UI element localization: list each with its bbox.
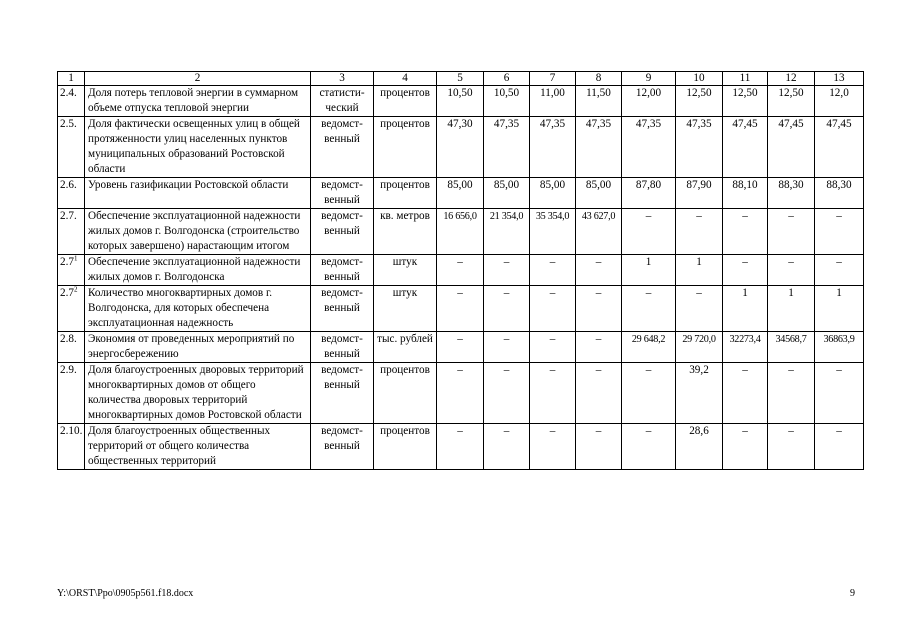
unit: штук bbox=[374, 286, 437, 332]
value-cell: 11,50 bbox=[576, 86, 622, 117]
header-cell: 12 bbox=[768, 72, 815, 86]
row-number-text: 2.4. bbox=[60, 87, 77, 99]
value-cell: – bbox=[768, 255, 815, 286]
row-number-text: 2.7. bbox=[60, 210, 77, 222]
value-cell: – bbox=[622, 424, 676, 470]
data-source: статисти-ческий bbox=[311, 86, 374, 117]
value-cell: 47,35 bbox=[676, 117, 723, 178]
value-cell: 47,45 bbox=[815, 117, 864, 178]
value-cell: – bbox=[576, 255, 622, 286]
row-number bbox=[58, 178, 85, 209]
value-cell: 29 648,2 bbox=[622, 332, 676, 363]
value-cell: – bbox=[815, 424, 864, 470]
value-cell: – bbox=[437, 255, 484, 286]
value-cell: – bbox=[530, 424, 576, 470]
indicators-table bbox=[57, 71, 864, 470]
value-cell: 1 bbox=[723, 286, 768, 332]
value-cell: 85,00 bbox=[576, 178, 622, 209]
value-cell: – bbox=[622, 363, 676, 424]
value-cell: 1 bbox=[815, 286, 864, 332]
value-cell: – bbox=[723, 424, 768, 470]
value-cell: 16 656,0 bbox=[437, 209, 484, 255]
value-cell: – bbox=[437, 286, 484, 332]
value-cell: 47,35 bbox=[484, 117, 530, 178]
indicator-name: Количество многоквартирных домов г. Волгодонска, для которых обеспечена эксплуатационная надежность bbox=[85, 286, 311, 332]
value-cell: – bbox=[815, 363, 864, 424]
value-cell: 35 354,0 bbox=[530, 209, 576, 255]
table-row bbox=[58, 117, 864, 178]
value-cell: – bbox=[815, 209, 864, 255]
value-cell: 34568,7 bbox=[768, 332, 815, 363]
indicator-name: Доля благоустроенных дворовых территорий многоквартирных домов от общего количества дворовых территорий многоквартирных домов Ростовской области bbox=[85, 363, 311, 424]
value-cell: 85,00 bbox=[437, 178, 484, 209]
row-number bbox=[58, 286, 85, 332]
data-source: ведомст-венный bbox=[311, 178, 374, 209]
value-cell: 47,30 bbox=[437, 117, 484, 178]
table-row bbox=[58, 424, 864, 470]
unit: процентов bbox=[374, 424, 437, 470]
table-row bbox=[58, 286, 864, 332]
row-number-superscript: 2 bbox=[73, 285, 78, 294]
header-cell: 13 bbox=[815, 72, 864, 86]
value-cell: – bbox=[576, 286, 622, 332]
value-cell: 29 720,0 bbox=[676, 332, 723, 363]
value-cell: – bbox=[530, 363, 576, 424]
value-cell: 47,45 bbox=[723, 117, 768, 178]
value-cell: 12,50 bbox=[676, 86, 723, 117]
row-number-text: 2.7 bbox=[60, 256, 74, 268]
value-cell: – bbox=[484, 286, 530, 332]
header-cell: 10 bbox=[676, 72, 723, 86]
data-source: ведомст-венный bbox=[311, 117, 374, 178]
value-cell: 88,30 bbox=[768, 178, 815, 209]
file-path: Y:\ORST\Ppo\0905p561.f18.docx bbox=[57, 588, 194, 599]
row-number bbox=[58, 363, 85, 424]
header-row bbox=[58, 72, 864, 86]
value-cell: – bbox=[530, 255, 576, 286]
unit: процентов bbox=[374, 117, 437, 178]
value-cell: – bbox=[622, 209, 676, 255]
header-cell: 4 bbox=[374, 72, 437, 86]
value-cell: – bbox=[815, 255, 864, 286]
value-cell: 47,35 bbox=[530, 117, 576, 178]
data-source: ведомст-венный bbox=[311, 286, 374, 332]
value-cell: – bbox=[723, 255, 768, 286]
header-cell: 3 bbox=[311, 72, 374, 86]
value-cell: 12,50 bbox=[723, 86, 768, 117]
row-number bbox=[58, 117, 85, 178]
value-cell: – bbox=[484, 363, 530, 424]
row-number-superscript: 1 bbox=[73, 254, 78, 263]
unit: кв. метров bbox=[374, 209, 437, 255]
data-source: ведомст-венный bbox=[311, 255, 374, 286]
indicator-name: Экономия от проведенных мероприятий по энергосбережению bbox=[85, 332, 311, 363]
value-cell: – bbox=[437, 363, 484, 424]
value-cell: 1 bbox=[676, 255, 723, 286]
value-cell: – bbox=[530, 332, 576, 363]
value-cell: – bbox=[768, 209, 815, 255]
value-cell: – bbox=[576, 424, 622, 470]
value-cell: 85,00 bbox=[484, 178, 530, 209]
value-cell: 21 354,0 bbox=[484, 209, 530, 255]
header-cell: 5 bbox=[437, 72, 484, 86]
indicator-name: Доля благоустроенных общественных территорий от общего количества общественных территорий bbox=[85, 424, 311, 470]
value-cell: – bbox=[723, 363, 768, 424]
value-cell: 47,45 bbox=[768, 117, 815, 178]
value-cell: – bbox=[576, 332, 622, 363]
value-cell: 39,2 bbox=[676, 363, 723, 424]
row-number bbox=[58, 424, 85, 470]
unit: процентов bbox=[374, 86, 437, 117]
table-row bbox=[58, 178, 864, 209]
value-cell: 47,35 bbox=[622, 117, 676, 178]
table-row bbox=[58, 363, 864, 424]
value-cell: 10,50 bbox=[437, 86, 484, 117]
value-cell: 12,00 bbox=[622, 86, 676, 117]
value-cell: – bbox=[768, 363, 815, 424]
value-cell: 1 bbox=[622, 255, 676, 286]
value-cell: 85,00 bbox=[530, 178, 576, 209]
row-number-text: 2.7 bbox=[60, 287, 74, 299]
indicator-name: Обеспечение эксплуатационной надежности жилых домов г. Волгодонска bbox=[85, 255, 311, 286]
value-cell: – bbox=[768, 424, 815, 470]
unit: процентов bbox=[374, 178, 437, 209]
value-cell: 36863,9 bbox=[815, 332, 864, 363]
value-cell: – bbox=[437, 332, 484, 363]
value-cell: 11,00 bbox=[530, 86, 576, 117]
header-cell: 7 bbox=[530, 72, 576, 86]
header-cell: 6 bbox=[484, 72, 530, 86]
value-cell: – bbox=[484, 255, 530, 286]
value-cell: – bbox=[622, 286, 676, 332]
value-cell: 10,50 bbox=[484, 86, 530, 117]
data-source: ведомст-венный bbox=[311, 209, 374, 255]
table-row bbox=[58, 255, 864, 286]
unit: тыс. рублей bbox=[374, 332, 437, 363]
row-number-text: 2.8. bbox=[60, 333, 77, 345]
table-row bbox=[58, 332, 864, 363]
row-number-text: 2.9. bbox=[60, 364, 77, 376]
unit: штук bbox=[374, 255, 437, 286]
row-number bbox=[58, 332, 85, 363]
row-number-text: 2.5. bbox=[60, 118, 77, 130]
data-source: ведомст-венный bbox=[311, 424, 374, 470]
header-cell: 8 bbox=[576, 72, 622, 86]
value-cell: – bbox=[723, 209, 768, 255]
row-number-text: 2.6. bbox=[60, 179, 77, 191]
data-source: ведомст-венный bbox=[311, 332, 374, 363]
indicator-name: Доля потерь тепловой энергии в суммарном объеме отпуска тепловой энергии bbox=[85, 86, 311, 117]
value-cell: 87,90 bbox=[676, 178, 723, 209]
header-cell: 1 bbox=[58, 72, 85, 86]
value-cell: – bbox=[676, 209, 723, 255]
data-source: ведомст-венный bbox=[311, 363, 374, 424]
value-cell: – bbox=[576, 363, 622, 424]
value-cell: – bbox=[530, 286, 576, 332]
value-cell: 28,6 bbox=[676, 424, 723, 470]
header-cell: 9 bbox=[622, 72, 676, 86]
header-cell: 2 bbox=[85, 72, 311, 86]
row-number bbox=[58, 209, 85, 255]
value-cell: 12,50 bbox=[768, 86, 815, 117]
table-row bbox=[58, 86, 864, 117]
value-cell: – bbox=[437, 424, 484, 470]
row-number bbox=[58, 86, 85, 117]
row-number-text: 2.10. bbox=[60, 425, 83, 437]
indicator-name: Обеспечение эксплуатационной надежности жилых домов г. Волгодонска (строительство которых завершено) нарастающим итогом bbox=[85, 209, 311, 255]
indicator-name: Уровень газификации Ростовской области bbox=[85, 178, 311, 209]
page-number: 9 bbox=[850, 588, 855, 599]
row-number bbox=[58, 255, 85, 286]
header-cell: 11 bbox=[723, 72, 768, 86]
value-cell: 12,0 bbox=[815, 86, 864, 117]
value-cell: 32273,4 bbox=[723, 332, 768, 363]
value-cell: 88,30 bbox=[815, 178, 864, 209]
value-cell: 43 627,0 bbox=[576, 209, 622, 255]
value-cell: – bbox=[676, 286, 723, 332]
value-cell: 1 bbox=[768, 286, 815, 332]
value-cell: 87,80 bbox=[622, 178, 676, 209]
indicator-name: Доля фактически освещенных улиц в общей протяженности улиц населенных пунктов муниципальных образований Ростовской области bbox=[85, 117, 311, 178]
unit: процентов bbox=[374, 363, 437, 424]
value-cell: – bbox=[484, 424, 530, 470]
value-cell: 47,35 bbox=[576, 117, 622, 178]
value-cell: 88,10 bbox=[723, 178, 768, 209]
table-row bbox=[58, 209, 864, 255]
value-cell: – bbox=[484, 332, 530, 363]
